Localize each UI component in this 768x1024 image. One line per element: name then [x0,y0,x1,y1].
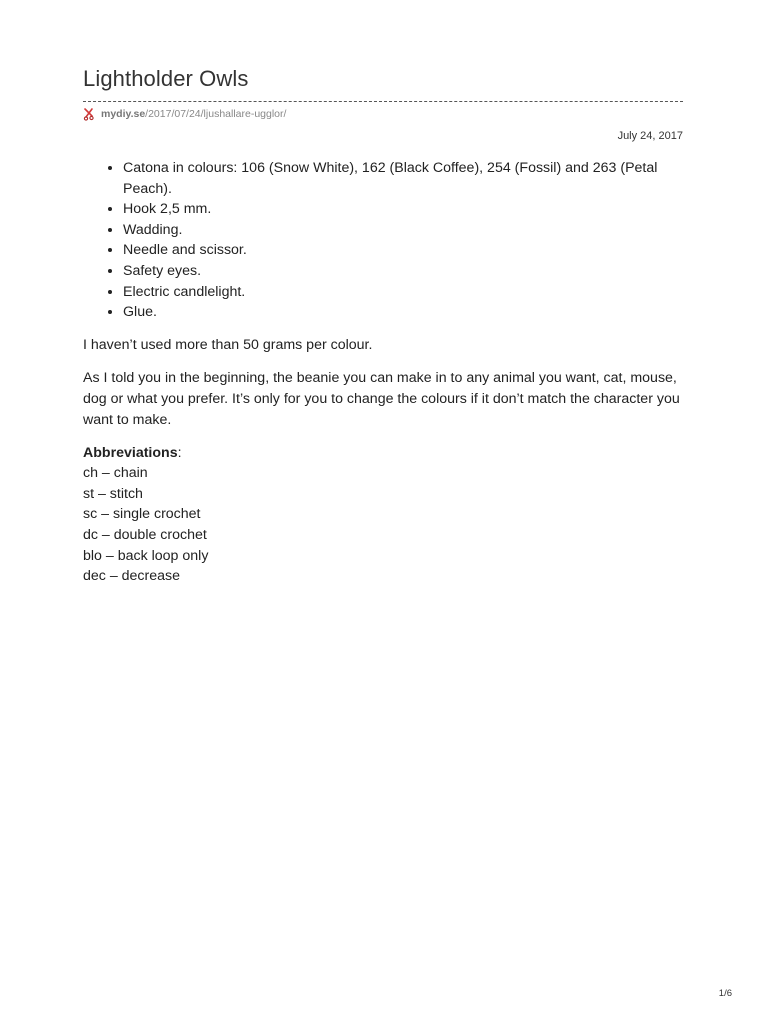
list-item: • Electric candlelight. [123,282,683,303]
scissor-pin-logo-icon [83,107,95,121]
source-url[interactable] [83,107,286,121]
abbreviations-heading-line [83,443,683,464]
abbreviation-item: st – stitch [83,485,143,502]
list-item: • Safety eyes. [123,261,683,282]
source-domain[interactable]: mydiy.se [101,108,146,120]
article-date: July 24, 2017 [617,130,683,142]
abbreviation-item: dec – decrease [83,568,181,585]
abbreviation-item: blo – back loop only [83,547,209,564]
list-item: • Hook 2,5 mm. [123,199,683,220]
list-item: • Catona in colours: 106 (Snow White), 162 (Black Coffee), 254 (Fossil) and 263 (Petal Peach). [123,158,683,199]
list-item: • Wadding. [123,220,683,241]
abbreviation-item: ch – chain [83,465,148,482]
materials-list [83,158,683,323]
abbreviations-heading: Abbreviations [83,444,178,461]
article-body [83,158,683,587]
paragraph-beanie-note: As I told you in the beginning, the beanie you can make in to any animal you want, cat, mouse, dog or what you prefer. It’s only for you to change the colours if it don’t match the character you want to make. [83,370,680,428]
article-title: Lightholder Owls [83,66,249,91]
source-path[interactable]: /2017/07/24/ljushallare-ugglor/ [145,108,287,120]
list-item: • Glue. [123,302,683,323]
abbreviations-section [83,443,683,587]
list-item: • Needle and scissor. [123,240,683,261]
page-number: 1/6 [718,988,732,999]
abbreviation-item: sc – single crochet [83,506,201,523]
dashed-divider [83,101,683,102]
abbreviation-item: dc – double crochet [83,527,207,543]
paragraph-yarn-amount: I haven’t used more than 50 grams per colour. [83,337,373,354]
abbreviations-heading-suffix: : [177,444,182,461]
